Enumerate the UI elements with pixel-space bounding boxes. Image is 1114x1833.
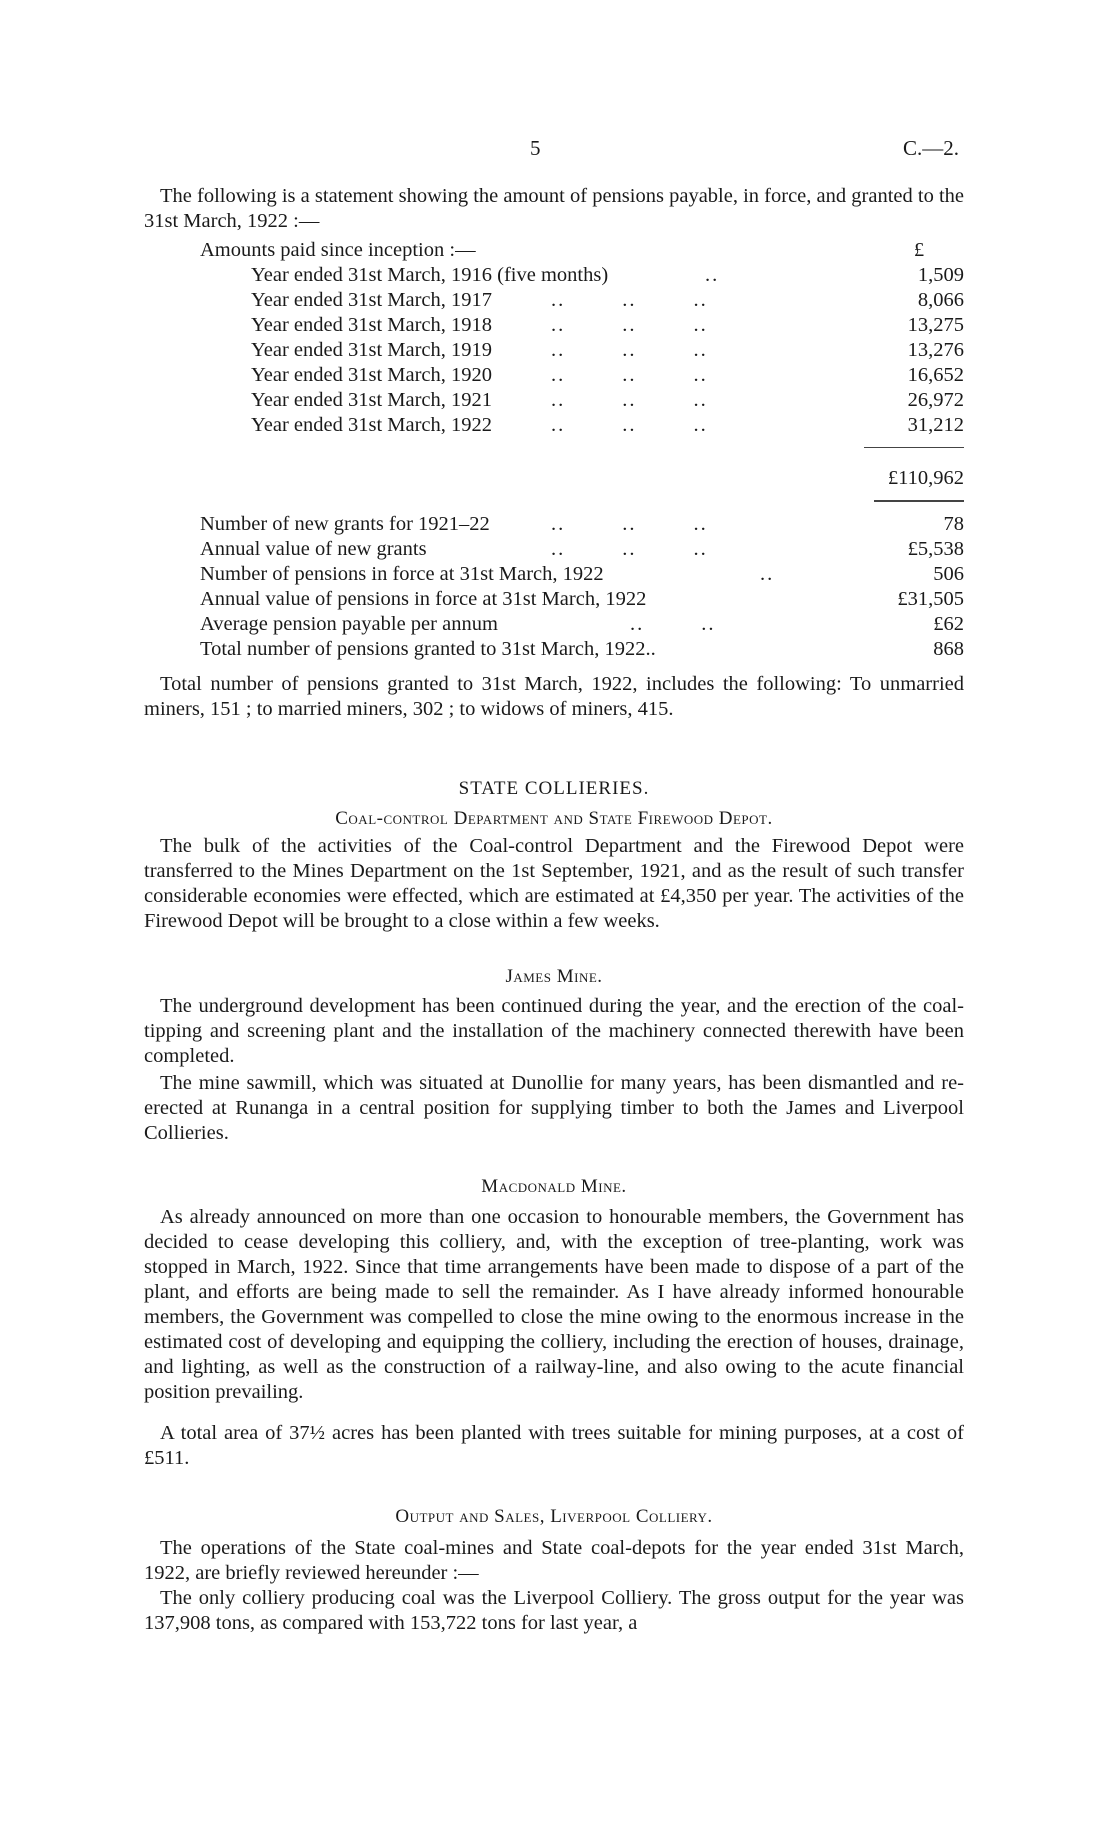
row-leader: .. .. .. xyxy=(551,314,708,336)
macdonald-mine-heading: Macdonald Mine. xyxy=(481,1176,627,1197)
row-value: 31,212 xyxy=(907,414,964,436)
row-value: 13,276 xyxy=(907,339,964,361)
row-leader: .. xyxy=(705,264,720,286)
table-row xyxy=(251,388,964,413)
macdonald-mine-paragraph-1: As already announced on more than one occasion to honourable members, the Government has decided to cease developing this colliery, and, with the exception of tree-planting, work was stopped in March, 1922. Since that time arrangements have been made to dispose of a part of the plant, and efforts are being made to sell the remainder. As I have already informed honourable members, the Government was compelled to close the mine owing to the enormous increase in the estimated cost of developing and equipping the colliery, including the erection of houses, drainage, and lighting, as well as the construction of a railway-line, and also owing to the acute financial position prevailing. xyxy=(144,1206,964,1403)
row-value: 13,275 xyxy=(907,314,964,336)
amounts-heading: Amounts paid since inception :— xyxy=(200,239,476,261)
row-label: Year ended 31st March, 1918 xyxy=(251,314,493,336)
table-row xyxy=(251,313,964,338)
summary-note: Total number of pensions granted to 31st March, 1922, includes the following: To unmarried miners, 151 ; to married miners, 302 ; to widows of miners, 415. xyxy=(144,673,964,720)
row-leader: .. .. .. xyxy=(551,513,708,535)
output-sales-paragraph-1: The operations of the State coal-mines and State coal-depots for the year ended 31st March, 1922, are briefly reviewed hereunder :— xyxy=(144,1537,964,1584)
james-mine-heading: James Mine. xyxy=(505,966,603,987)
row-leader: .. .. .. xyxy=(551,414,708,436)
row-value: 8,066 xyxy=(917,289,964,311)
section-heading: STATE COLLIERIES. xyxy=(458,778,650,799)
row-leader: .. .. .. xyxy=(551,289,708,311)
james-mine-paragraph-2: The mine sawmill, which was situated at Dunollie for many years, has been dismantled and re-erected at Runanga in a central position for supplying timber to both the James and Liverpool Collieries. xyxy=(144,1072,964,1144)
row-leader: .. .. .. xyxy=(551,389,708,411)
row-value: £62 xyxy=(933,613,964,635)
table-row xyxy=(200,562,964,587)
row-label: Year ended 31st March, 1922 xyxy=(251,414,493,436)
intro-paragraph: The following is a statement showing the amount of pensions payable, in force, and granted to the 31st March, 1922 :— xyxy=(144,185,964,232)
row-value: 26,972 xyxy=(907,389,964,411)
row-label: Year ended 31st March, 1919 xyxy=(251,339,493,361)
row-value: 506 xyxy=(933,563,964,585)
macdonald-mine-paragraph-2: A total area of 37½ acres has been planted with trees suitable for mining purposes, at a cost of £511. xyxy=(144,1422,964,1469)
row-label: Annual value of pensions in force at 31st March, 1922 xyxy=(200,588,647,610)
row-leader: .. .. .. xyxy=(551,538,708,560)
page-number: 5 xyxy=(530,136,541,160)
james-mine-paragraph-1: The underground development has been continued during the year, and the erection of the coal-tipping and screening plant and the installation of the machinery connected therewith have been completed. xyxy=(144,995,964,1067)
row-value: 868 xyxy=(933,638,964,660)
row-value: 1,509 xyxy=(917,264,964,286)
total-row xyxy=(744,466,964,491)
table-row xyxy=(251,263,964,288)
table-row xyxy=(251,338,964,363)
row-value: £5,538 xyxy=(907,538,964,560)
row-label: Number of pensions in force at 31st March, 1922 xyxy=(200,563,604,585)
output-sales-paragraph-2: The only colliery producing coal was the Liverpool Colliery. The gross output for the year was 137,908 tons, as compared with 153,722 tons for last year, a xyxy=(144,1587,964,1634)
table-row xyxy=(200,587,964,612)
row-value: £31,505 xyxy=(897,588,964,610)
table-row xyxy=(251,363,964,388)
table-row xyxy=(251,413,964,438)
document-reference: C.—2. xyxy=(902,136,959,160)
output-sales-heading: Output and Sales, Liverpool Colliery. xyxy=(395,1506,713,1527)
row-label: Year ended 31st March, 1920 xyxy=(251,364,493,386)
row-leader: .. xyxy=(760,563,775,585)
row-label: Annual value of new grants xyxy=(200,538,427,560)
row-leader: .. .. .. xyxy=(551,339,708,361)
row-leader: .. .. .. xyxy=(551,364,708,386)
table-row xyxy=(200,612,964,637)
total-rule xyxy=(874,500,964,502)
row-label: Average pension payable per annum xyxy=(200,613,498,635)
row-value: 78 xyxy=(943,513,964,535)
coal-control-heading: Coal-control Department and State Firewood Depot. xyxy=(335,808,773,829)
row-value: 16,652 xyxy=(907,364,964,386)
coal-control-paragraph: The bulk of the activities of the Coal-control Department and the Firewood Depot were transferred to the Mines Department on the 1st September, 1921, and as the result of such transfer considerable economies were effected, which are estimated at £4,350 per year. The activities of the Firewood Depot will be brought to a close within a few weeks. xyxy=(144,835,964,932)
row-label: Year ended 31st March, 1917 xyxy=(251,289,493,311)
table-row xyxy=(200,512,964,537)
total-value: £110,962 xyxy=(887,467,964,489)
row-leader: .. .. xyxy=(630,613,716,635)
amounts-heading-row xyxy=(200,238,964,263)
subtotal-rule xyxy=(864,447,964,448)
row-label: Total number of pensions granted to 31st March, 1922.. xyxy=(200,638,656,660)
row-label: Year ended 31st March, 1916 (five months) xyxy=(251,264,609,286)
currency-symbol: £ xyxy=(913,239,925,261)
table-row xyxy=(251,288,964,313)
table-row xyxy=(200,637,964,662)
row-label: Number of new grants for 1921–22 xyxy=(200,513,490,535)
row-label: Year ended 31st March, 1921 xyxy=(251,389,493,411)
table-row xyxy=(200,537,964,562)
